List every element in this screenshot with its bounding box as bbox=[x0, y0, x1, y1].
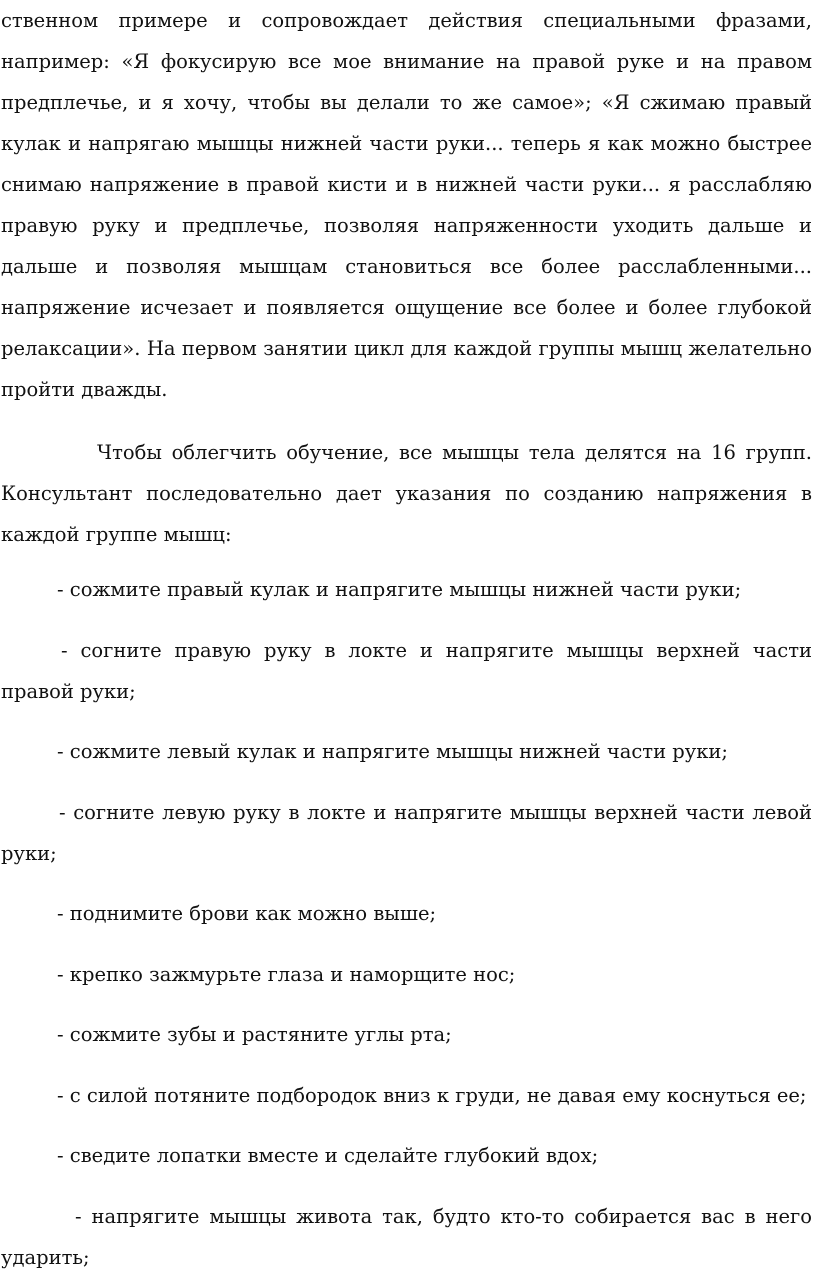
list-item: - напрягите мышцы живота так, будто кто-то собирается вас в него ударить; bbox=[1, 1204, 812, 1269]
list-item: - сожмите левый кулак и напрягите мышцы нижней части руки; bbox=[57, 740, 728, 763]
list-item: - согните правую руку в локте и напрягите мышцы верхней части правой руки; bbox=[1, 638, 812, 703]
list-item: - крепко зажмурьте глаза и наморщите нос; bbox=[57, 962, 516, 986]
list-item: - сожмите правый кулак и напрягите мышцы нижней части руки; bbox=[57, 578, 742, 601]
body-paragraph: ственном примере и сопровождает действия специальными фразами, например: «Я фокусирую все мое внимание на правой руке и на правом предплечье, и я хочу, чтобы вы делали то же самое»; «Я сжимаю правый кулак и напрягаю мышцы нижней части руки... теперь я как можно быстрее снимаю напряжение в правой кисти и в нижней части руки... я расслабляю правую руку и предплечье, позволяя напряженности уходить дальше и дальше и позволяя мышцам становиться все более расслабленными... напряжение исчезает и появляется ощущение все более и более глубокой релаксации». На первом занятии цикл для каждой группы мышц желательно пройти дважды. bbox=[1, 9, 812, 401]
list-item: - поднимите брови как можно выше; bbox=[57, 902, 437, 925]
list-item: - согните левую руку в локте и напрягите мышцы верхней части левой руки; bbox=[1, 800, 812, 865]
list-item: - с силой потяните подбородок вниз к груди, не давая ему коснуться ее; bbox=[57, 1083, 807, 1107]
list-item: - сведите лопатки вместе и сделайте глубокий вдох; bbox=[57, 1144, 599, 1167]
body-paragraph: Чтобы облегчить обучение, все мышцы тела делятся на 16 групп. Консультант последовательно дает указания по созданию напряжения в каждой группе мышц: bbox=[1, 441, 812, 546]
list-item: - сожмите зубы и растяните углы рта; bbox=[57, 1023, 452, 1046]
